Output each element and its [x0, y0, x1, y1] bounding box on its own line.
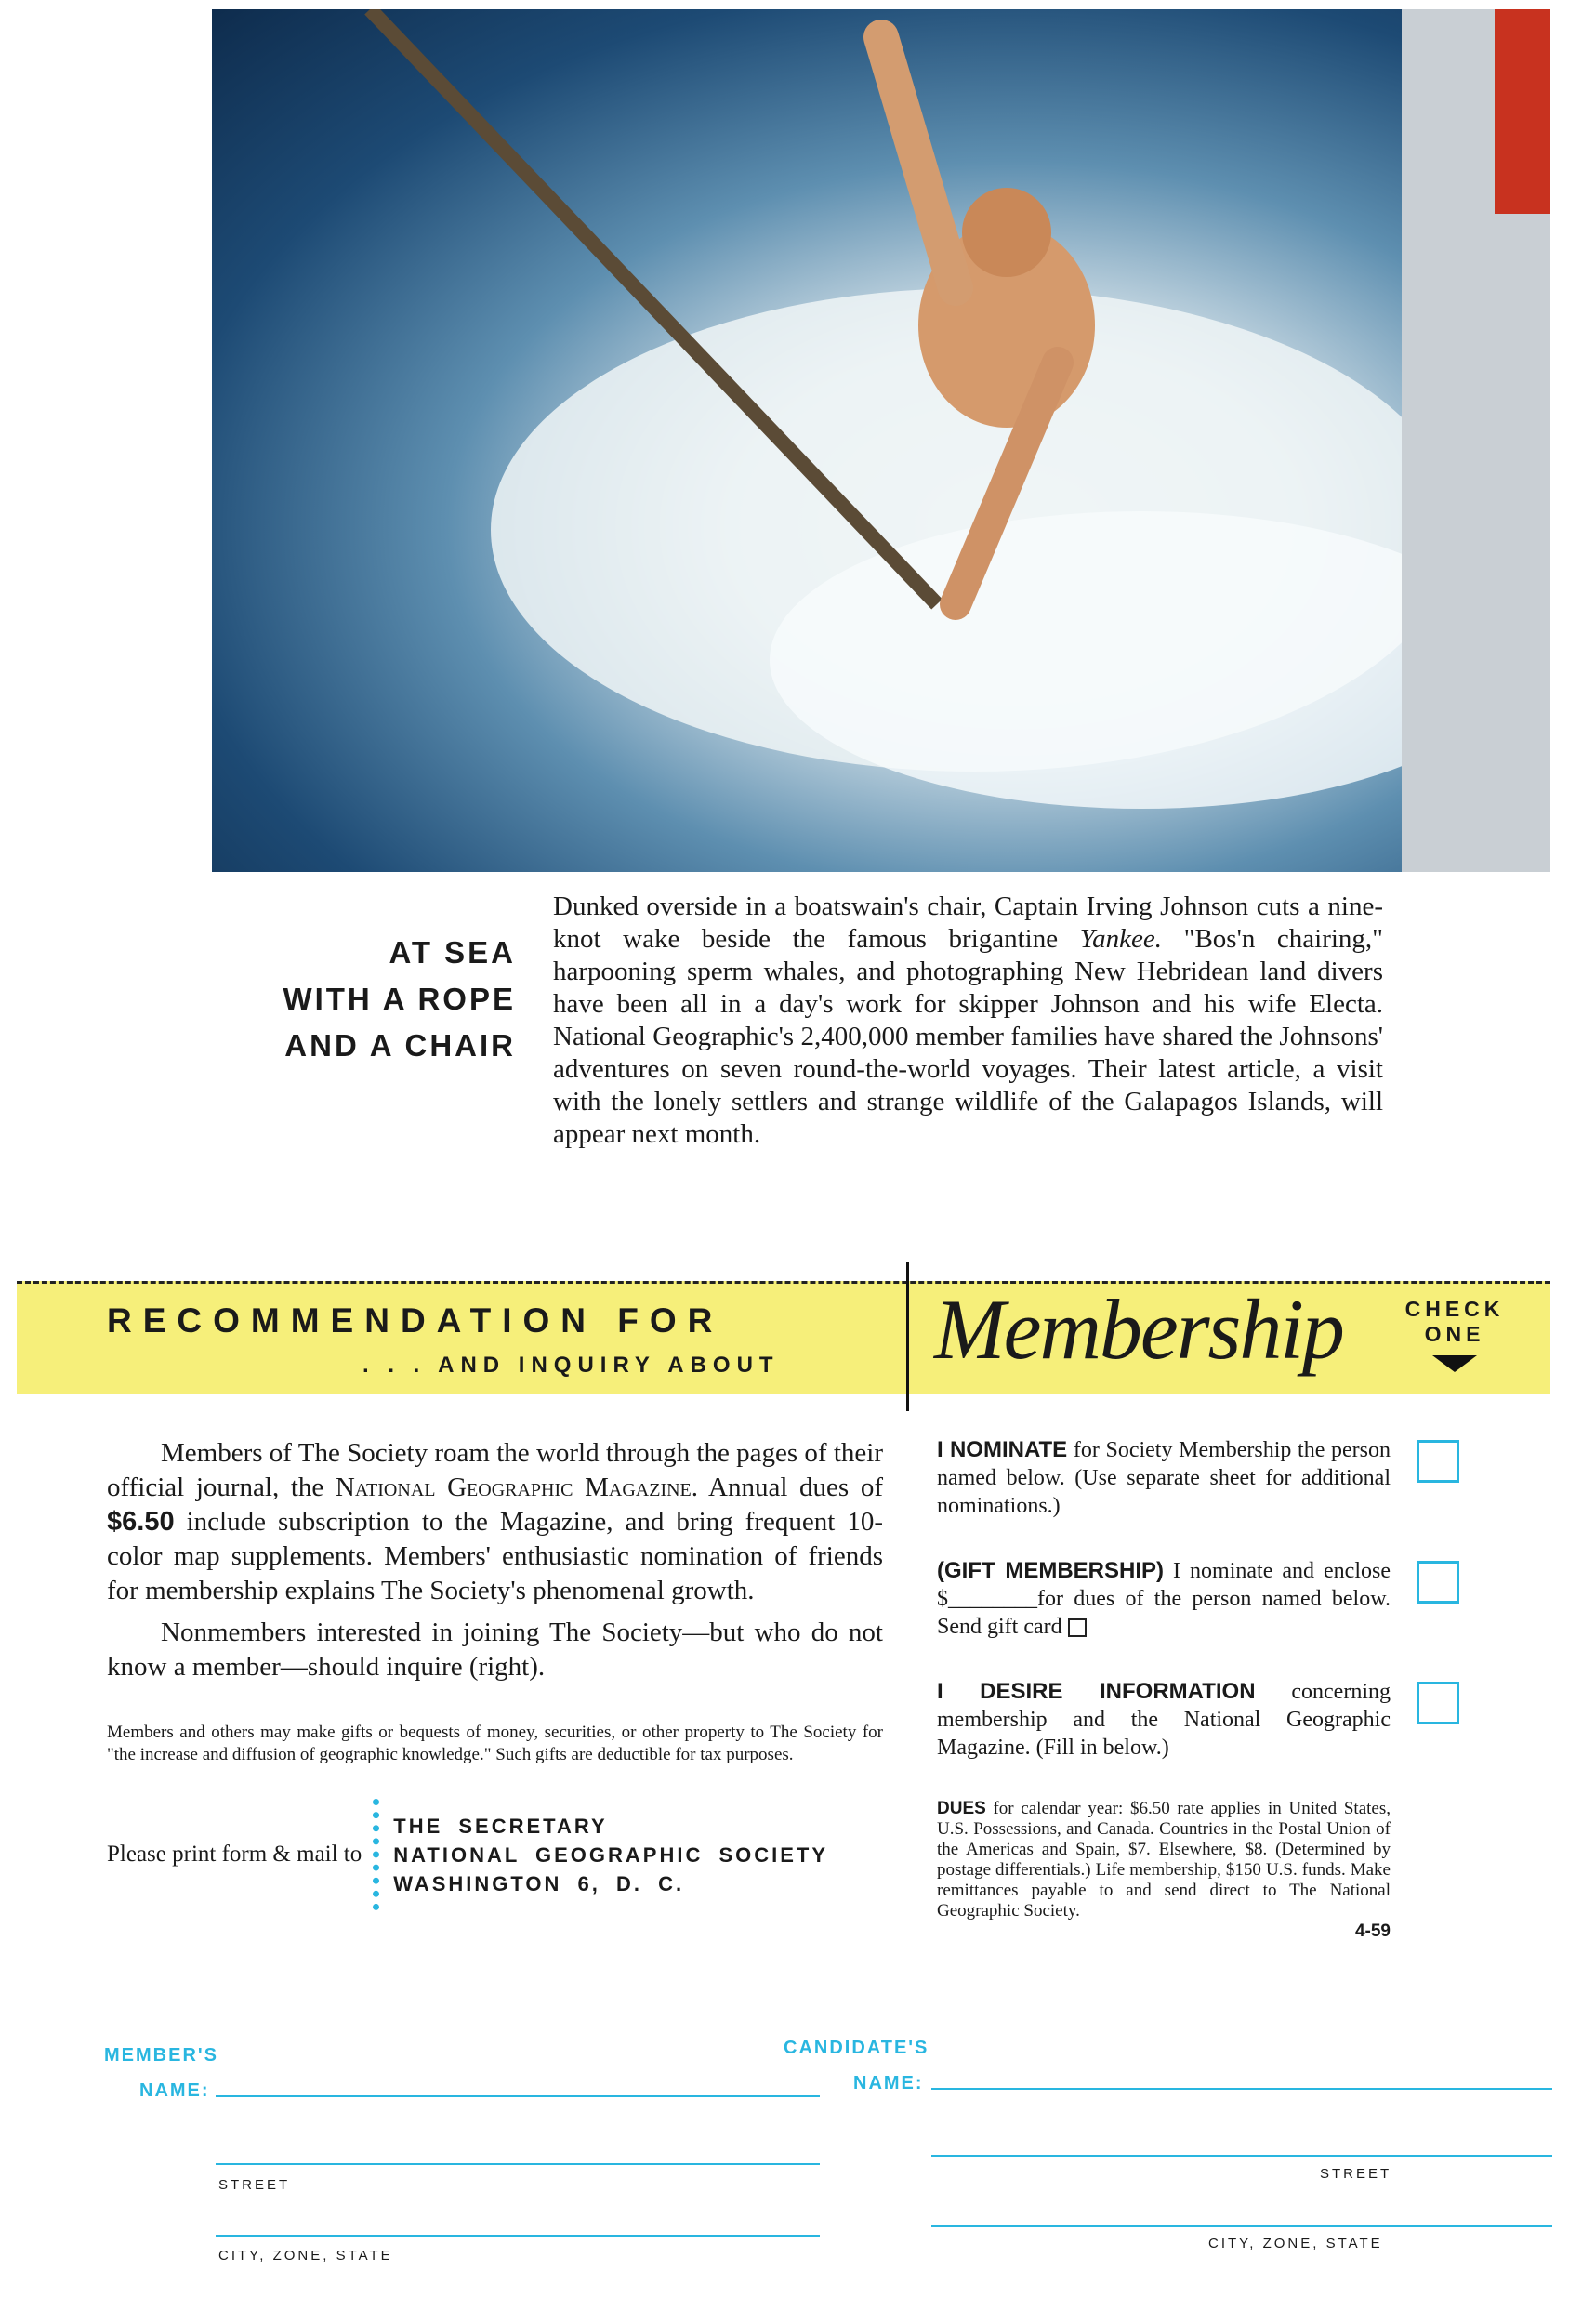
gift-card-checkbox[interactable] [1068, 1618, 1087, 1637]
intro-paragraph [107, 1436, 883, 1608]
option-row [937, 1678, 1467, 1762]
text: Members of The Society roam the world through the pages of their official journal, the [107, 1438, 883, 1502]
mail-row [107, 1799, 883, 1910]
arrow-down-icon [1432, 1355, 1477, 1372]
photo-illustration [212, 9, 1550, 872]
gifts-note: Members and others may make gifts or bequests of money, securities, or other property to The Society for "the increase and diffusion of geographic knowledge." Such gifts are deductible for tax purposes. [107, 1723, 883, 1764]
city-label: CITY, ZONE, STATE [1208, 2236, 1383, 2251]
option-information [937, 1678, 1391, 1762]
caption-text: "Bos'n chairing," harpooning sperm whales, and photographing New Hebridean land divers have been all in a day's work for skipper Johnson and his wife Electa. National Geographic's 2,400,000 member families have shared the Johnsons' adventures on seven round-the-world voyages. Their latest article, a visit with the lonely settlers and strange wildlife of the Galapagos Islands, will appear next month. [553, 924, 1384, 1149]
banner-title: RECOMMENDATION FOR [107, 1301, 724, 1340]
information-checkbox[interactable] [1417, 1682, 1459, 1724]
option-text: for dues of the person named below. Send gift card [937, 1587, 1391, 1639]
option-gift [937, 1557, 1391, 1641]
candidate-city-field[interactable] [931, 2225, 1552, 2227]
member-label: MEMBER'S [104, 2045, 218, 2066]
member-city-field[interactable] [216, 2235, 820, 2237]
option-text: I nominate and enclose $ [937, 1559, 1391, 1611]
nonmember-paragraph: Nonmembers interested in joining The Society—but who do not know a member—should inquire (right). [107, 1618, 883, 1682]
check-label: CHECK [1404, 1297, 1505, 1321]
photo-captain-in-wake [212, 9, 1550, 872]
caption-heading-line: WITH A ROPE [283, 982, 516, 1016]
dues-text: for calendar year: $6.50 rate applies in United States, U.S. Possessions, and Canada. Countries in the Postal Union of the Americas and Spain, $7. Elsewhere, $8. (Determined by postage differentials.) Life membership, $150 U.S. funds. Make remittances payable to and send direct to The National Geographic Society. [937, 1799, 1391, 1921]
member-name-label: NAME: [139, 2080, 210, 2101]
photo-caption [553, 891, 1383, 1151]
caption-text: Dunked overside in a boatswain's chair, Captain Irving Johnson cuts a nine-knot wake beside the famous brigantine [553, 891, 1383, 954]
amount-blank[interactable]: ________ [948, 1587, 1037, 1611]
membership-title: Membership [934, 1282, 1343, 1377]
right-column [937, 1436, 1467, 1942]
candidate-label: CANDIDATE'S [784, 2038, 929, 2058]
street-label: STREET [218, 2177, 291, 2193]
left-column [107, 1436, 883, 1910]
mailing-address [393, 1812, 828, 1898]
dues-amount: $6.50 [107, 1507, 175, 1537]
address-line: THE SECRETARY [393, 1814, 608, 1838]
city-label: CITY, ZONE, STATE [218, 2248, 393, 2264]
address-line: WASHINGTON 6, D. C. [393, 1871, 685, 1895]
dotted-divider [373, 1799, 380, 1910]
caption-heading-line: AT SEA [389, 935, 516, 970]
dues-note [937, 1799, 1391, 1942]
caption-heading [214, 930, 516, 1069]
address-line: NATIONAL GEOGRAPHIC SOCIETY [393, 1842, 829, 1867]
mail-instruction: Please print form & mail to [107, 1842, 362, 1867]
option-label: I NOMINATE [937, 1437, 1068, 1462]
option-row [937, 1557, 1467, 1641]
option-label: (GIFT MEMBERSHIP) [937, 1558, 1165, 1583]
member-street-field[interactable] [216, 2163, 820, 2165]
nominate-checkbox[interactable] [1417, 1440, 1459, 1483]
check-one-label [1394, 1297, 1515, 1347]
option-nominate [937, 1436, 1391, 1520]
ship-name: Yankee. [1079, 924, 1163, 954]
street-label: STREET [1320, 2166, 1392, 2182]
option-text: concerning membership and the National Geographic Magazine. (Fill in below.) [937, 1680, 1391, 1760]
banner-subtitle: . . . AND INQUIRY ABOUT [362, 1353, 780, 1378]
text: . Annual dues of [691, 1472, 883, 1502]
option-label: I DESIRE INFORMATION [937, 1679, 1256, 1704]
caption-heading-line: AND A CHAIR [284, 1028, 516, 1063]
gift-checkbox[interactable] [1417, 1561, 1459, 1604]
divider [906, 1262, 909, 1411]
option-text: for Society Membership the person named below. (Use separate sheet for additional nominations.) [937, 1438, 1391, 1518]
magazine-name: National Geographic Magazine [335, 1472, 692, 1502]
candidate-name-label: NAME: [853, 2073, 924, 2093]
option-row [937, 1436, 1467, 1520]
dues-label: DUES [937, 1799, 986, 1818]
one-label: ONE [1424, 1322, 1485, 1346]
member-name-field[interactable] [216, 2095, 820, 2097]
candidate-street-field[interactable] [931, 2155, 1552, 2157]
text: include subscription to the Magazine, and bring frequent 10-color map supplements. Members' enthusiastic nomination of friends for membership explains The Society's phenomenal growth. [107, 1507, 883, 1605]
candidate-name-field[interactable] [931, 2088, 1552, 2090]
form-code: 4-59 [1354, 1921, 1391, 1941]
